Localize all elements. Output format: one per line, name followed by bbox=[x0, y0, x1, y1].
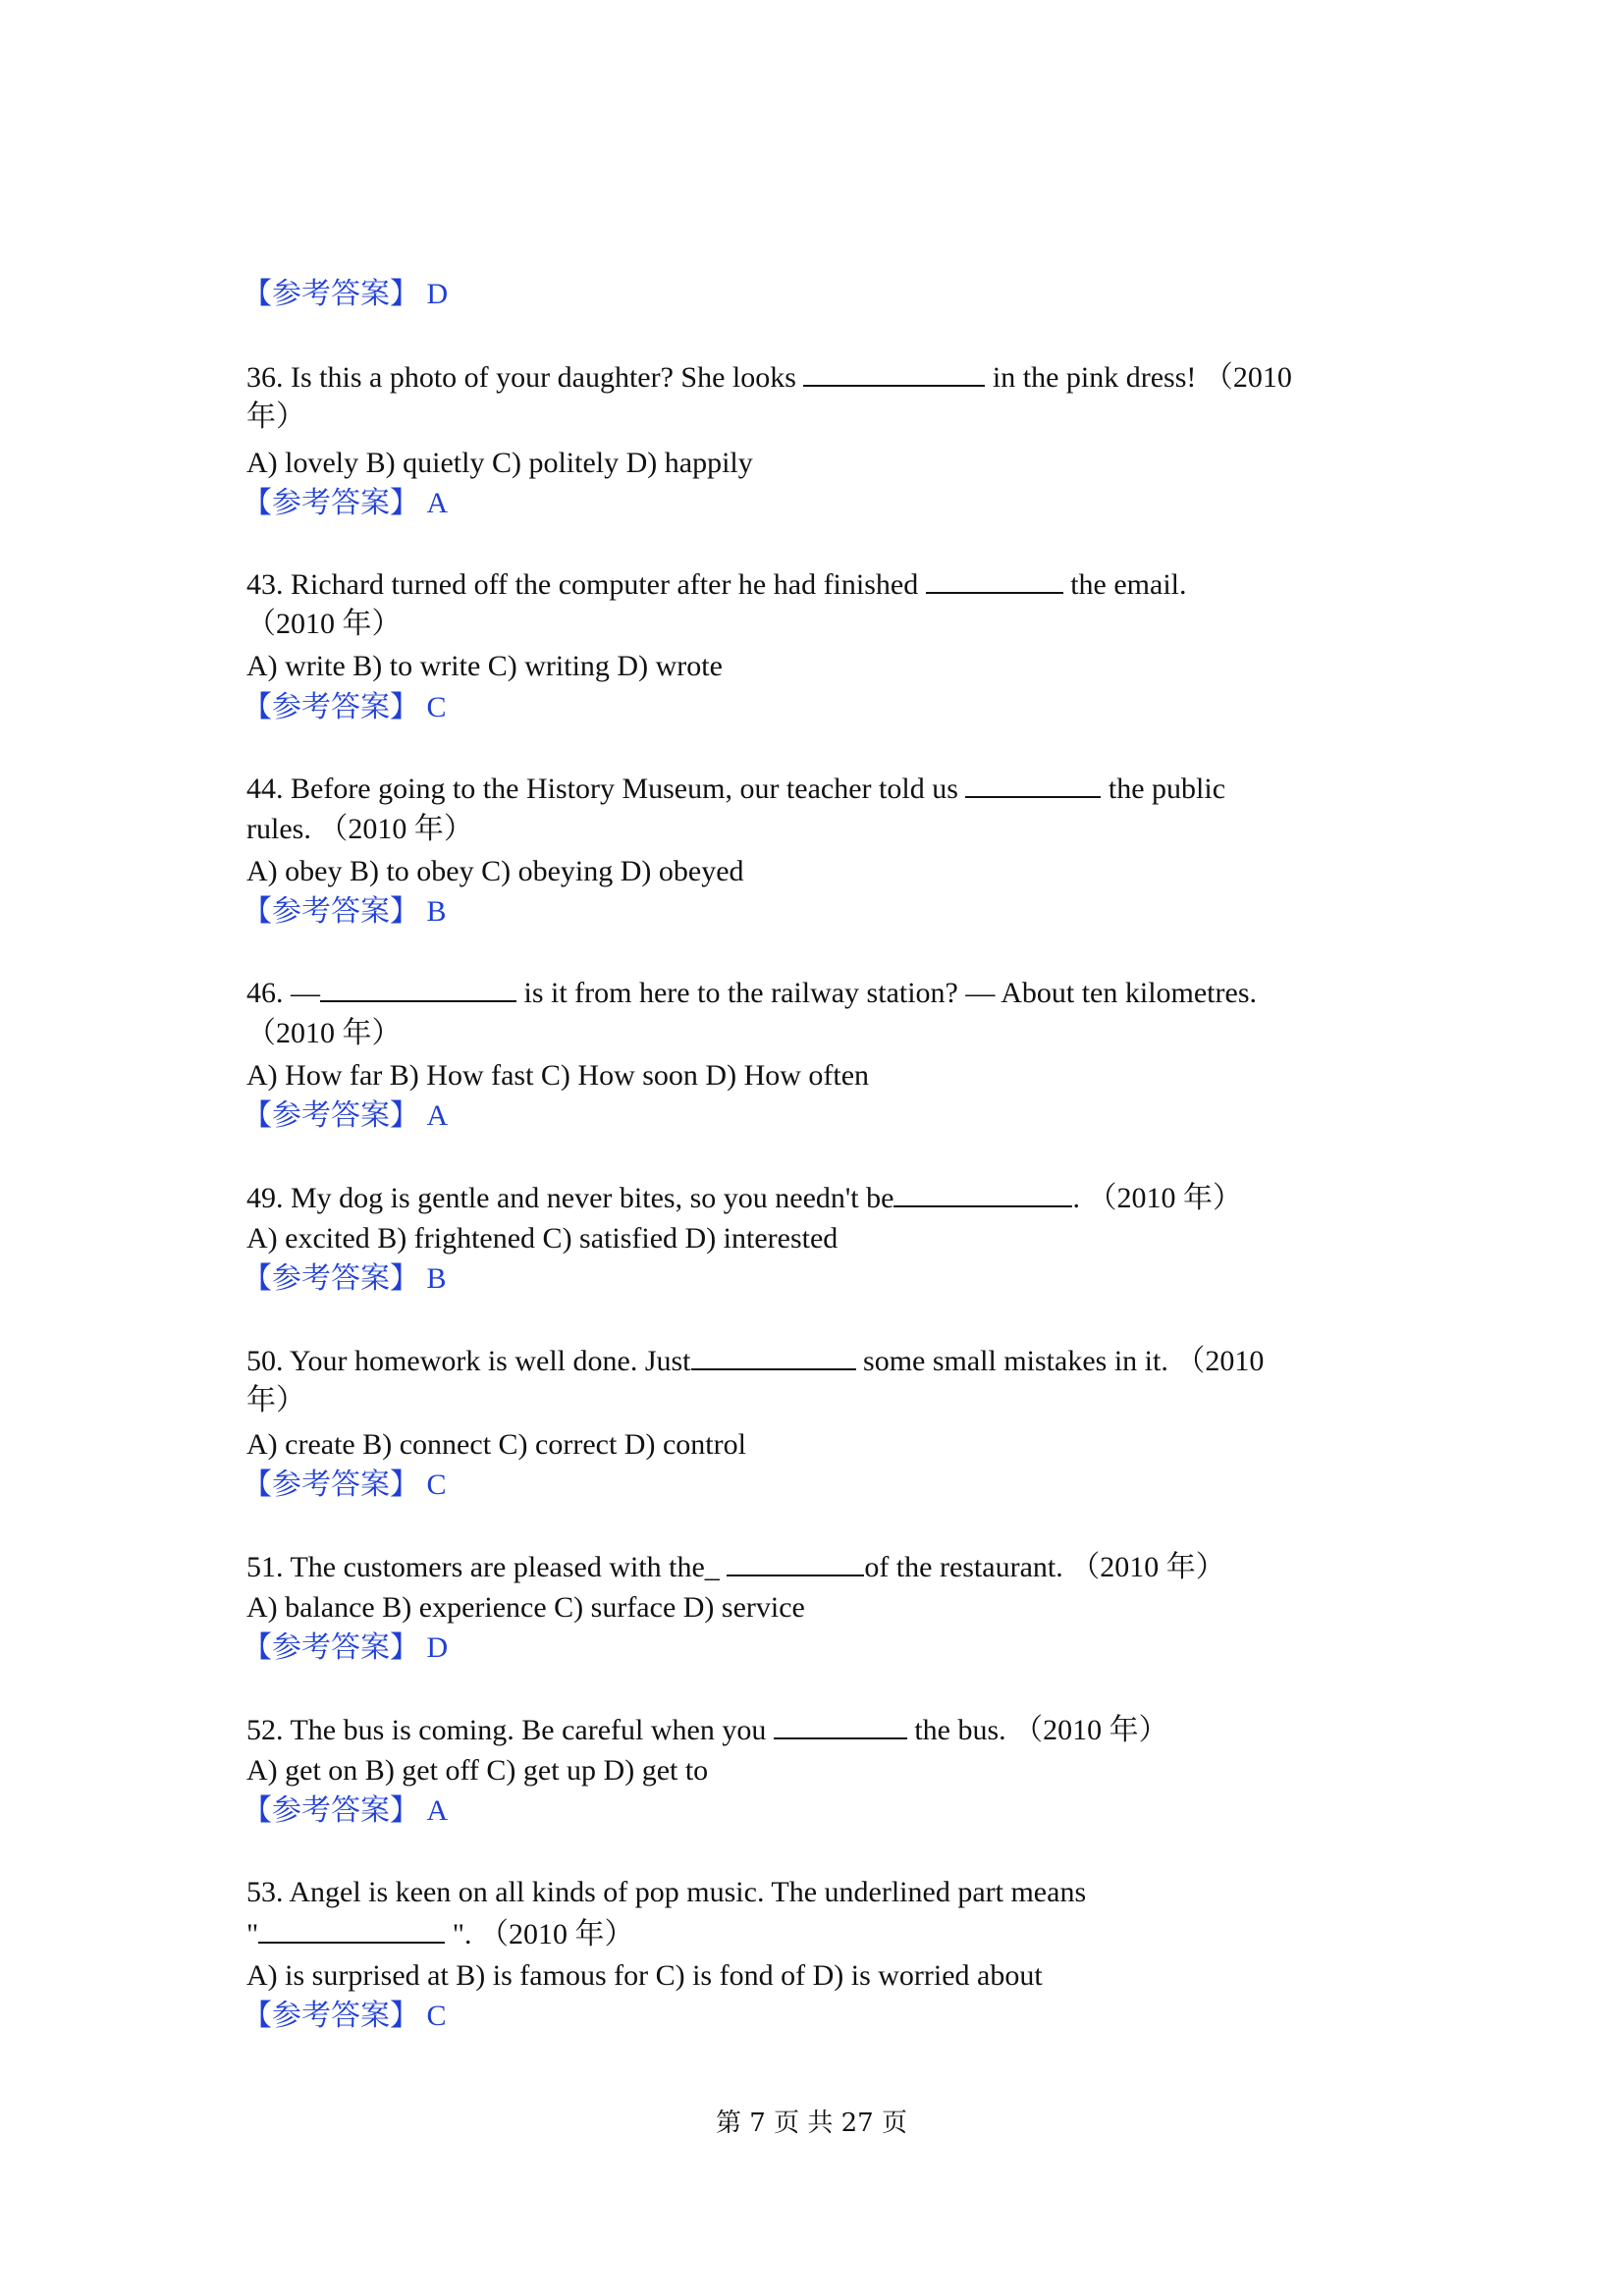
question-46: 46. — is it from here to the railway station? — About ten kilometres. bbox=[246, 973, 1257, 1013]
question-53-options: A) is surprised at B) is famous for C) is fond of D) is worried about bbox=[246, 1959, 1043, 1992]
question-44: 44. Before going to the History Museum, our teacher told us the public bbox=[246, 769, 1225, 809]
answer-value: D bbox=[426, 278, 449, 310]
question-46-options: A) How far B) How fast C) How soon D) How often bbox=[246, 1059, 870, 1092]
question-51-options: A) balance B) experience C) surface D) service bbox=[246, 1591, 805, 1624]
question-43-options: A) write B) to write C) writing D) wrote bbox=[246, 650, 723, 682]
answer-blank bbox=[727, 1547, 864, 1576]
question-44-options: A) obey B) to obey C) obeying D) obeyed bbox=[246, 855, 744, 887]
answer-line: 【参考答案】 A bbox=[243, 1794, 449, 1827]
question-51: 51. The customers are pleased with the_ of the restaurant. （2010 年） bbox=[246, 1547, 1225, 1587]
question-50-options: A) create B) connect C) correct D) control bbox=[246, 1428, 746, 1461]
question-36-year: 年） bbox=[246, 400, 305, 433]
answer-line bbox=[243, 275, 448, 314]
question-53: 53. Angel is keen on all kinds of pop music. The underlined part means bbox=[246, 1876, 1087, 1908]
answer-line: 【参考答案】 C bbox=[243, 2000, 447, 2032]
answer-blank bbox=[691, 1341, 856, 1370]
answer-line: 【参考答案】 C bbox=[243, 1468, 447, 1501]
answer-line: 【参考答案】 B bbox=[243, 895, 447, 928]
answer-blank bbox=[893, 1178, 1072, 1207]
question-36: 36. Is this a photo of your daughter? She looks in the pink dress! （2010 bbox=[246, 357, 1292, 398]
answer-line: 【参考答案】 B bbox=[243, 1262, 447, 1295]
question-49: 49. My dog is gentle and never bites, so you needn't be . （2010 年） bbox=[246, 1178, 1242, 1218]
question-43: 43. Richard turned off the computer after he had finished the email. bbox=[246, 564, 1187, 605]
question-50-year: 年） bbox=[246, 1384, 305, 1416]
question-52: 52. The bus is coming. Be careful when you the bus. （2010 年） bbox=[246, 1710, 1168, 1750]
question-46-year: （2010 年） bbox=[246, 1017, 402, 1049]
question-36-options: A) lovely B) quietly C) politely D) happily bbox=[246, 447, 753, 479]
question-43-year: （2010 年） bbox=[246, 608, 402, 640]
answer-line: 【参考答案】 C bbox=[243, 691, 447, 723]
question-50: 50. Your homework is well done. Just some small mistakes in it. （2010 bbox=[246, 1341, 1264, 1381]
answer-line: 【参考答案】 D bbox=[243, 1631, 449, 1664]
question-52-options: A) get on B) get off C) get up D) get to bbox=[246, 1754, 709, 1787]
answer-line: 【参考答案】 A bbox=[243, 487, 449, 519]
answer-blank bbox=[774, 1710, 907, 1739]
question-44-line2: rules. （2010 年） bbox=[246, 813, 473, 845]
question-49-options: A) excited B) frightened C) satisfied D) interested bbox=[246, 1222, 839, 1255]
question-53-line2: " ". （2010 年） bbox=[246, 1914, 634, 1954]
answer-blank bbox=[258, 1914, 445, 1944]
page-footer: 第 7 页 共 27 页 bbox=[716, 2109, 907, 2138]
answer-blank bbox=[965, 769, 1101, 798]
answer-label: 【参考答案】 bbox=[243, 278, 419, 310]
answer-blank bbox=[926, 564, 1063, 594]
answer-blank bbox=[803, 357, 985, 387]
answer-line: 【参考答案】 A bbox=[243, 1099, 449, 1132]
answer-blank bbox=[320, 973, 516, 1002]
